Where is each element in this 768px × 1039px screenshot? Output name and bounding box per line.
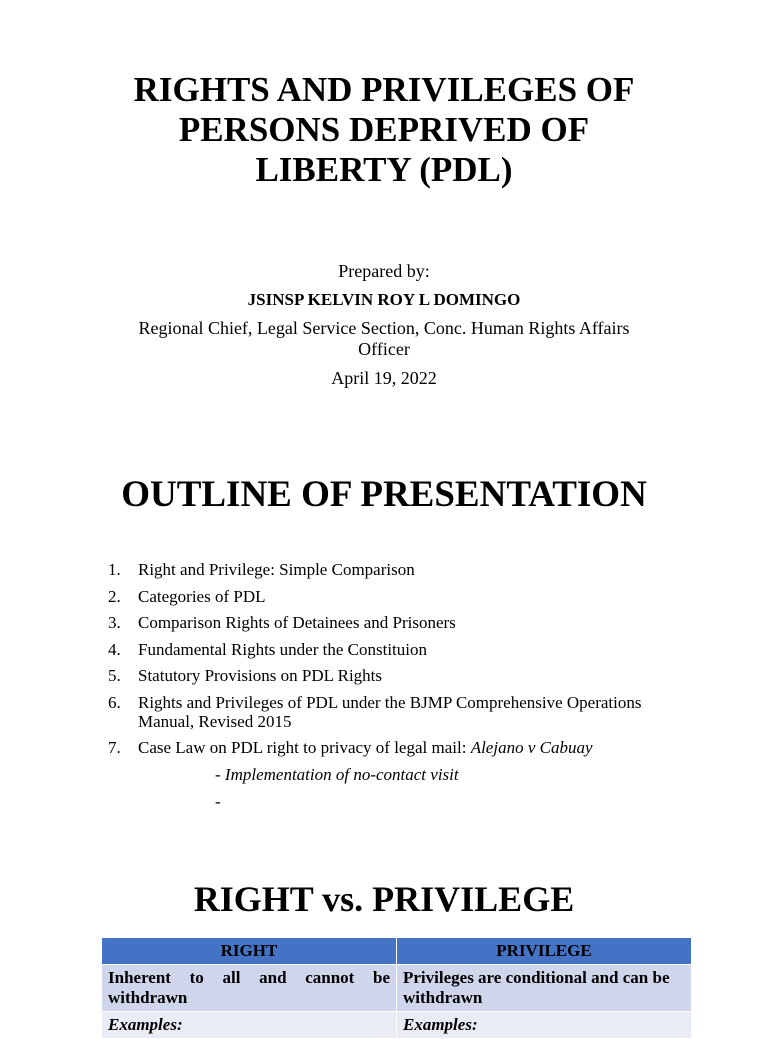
privilege-examples-label: Examples: <box>397 1012 692 1039</box>
header-right: RIGHT <box>102 938 397 965</box>
outline-item-number: 3. <box>108 613 121 632</box>
outline-item-text: Fundamental Rights under the Constituion <box>138 639 427 659</box>
outline-item-text: Comparison Rights of Detainees and Prisoners <box>138 613 456 632</box>
outline-item <box>108 693 688 731</box>
outline-list <box>108 560 688 765</box>
outline-item-number: 6. <box>108 692 121 712</box>
outline-item-number: 1. <box>108 560 121 579</box>
outline-item-text-plain: Case Law on PDL right to privacy of legal mail: <box>138 738 471 757</box>
outline-item-text: Rights and Privileges of PDL under the BJMP Comprehensive Operations Manual, Revised 2015 <box>138 692 642 731</box>
author-role <box>0 318 768 360</box>
outline-item <box>108 640 688 659</box>
header-privilege: PRIVILEGE <box>397 938 692 965</box>
right-description: Inherent to all and cannot be withdrawn <box>102 965 397 1012</box>
table-header-row <box>102 938 692 965</box>
outline-item-number: 2. <box>108 586 121 606</box>
author-role-line-2: Officer <box>358 339 410 359</box>
author-name: JSINSP KELVIN ROY L DOMINGO <box>247 290 521 309</box>
outline-item-number: 7. <box>108 738 121 757</box>
table-row <box>102 965 692 1012</box>
outline-heading: OUTLINE OF PRESENTATION <box>121 474 647 515</box>
outline-item-text: Right and Privilege: Simple Comparison <box>138 560 415 579</box>
outline-item-number: 4. <box>108 639 121 659</box>
outline-item <box>108 587 688 606</box>
outline-item <box>108 560 688 579</box>
author-role-line-1: Regional Chief, Legal Service Section, Conc. Human Rights Affairs <box>138 318 630 338</box>
privilege-description: Privileges are conditional and can be withdrawn <box>397 965 692 1012</box>
sub-item: - <box>215 792 221 811</box>
prepared-by-label: Prepared by: <box>338 261 430 281</box>
outline-item-text: Statutory Provisions on PDL Rights <box>138 666 383 685</box>
outline-item <box>108 738 688 757</box>
sub-item: - Implementation of no-contact visit <box>215 765 459 784</box>
comparison-heading: RIGHT vs. PRIVILEGE <box>193 879 575 919</box>
outline-item-number: 5. <box>108 666 121 685</box>
right-examples-label: Examples: <box>102 1012 397 1039</box>
title-line-1: RIGHTS AND PRIVILEGES OF <box>133 70 635 109</box>
presentation-date: April 19, 2022 <box>331 368 437 388</box>
document-title <box>0 70 768 190</box>
outline-item-text: Categories of PDL <box>138 586 266 606</box>
outline-item <box>108 666 688 685</box>
table-row <box>102 1012 692 1039</box>
title-line-2: PERSONS DEPRIVED OF <box>178 110 590 149</box>
outline-item <box>108 613 688 632</box>
title-line-3: LIBERTY (PDL) <box>255 150 513 189</box>
case-name: Alejano v Cabuay <box>470 738 593 757</box>
outline-item-text <box>138 738 688 757</box>
